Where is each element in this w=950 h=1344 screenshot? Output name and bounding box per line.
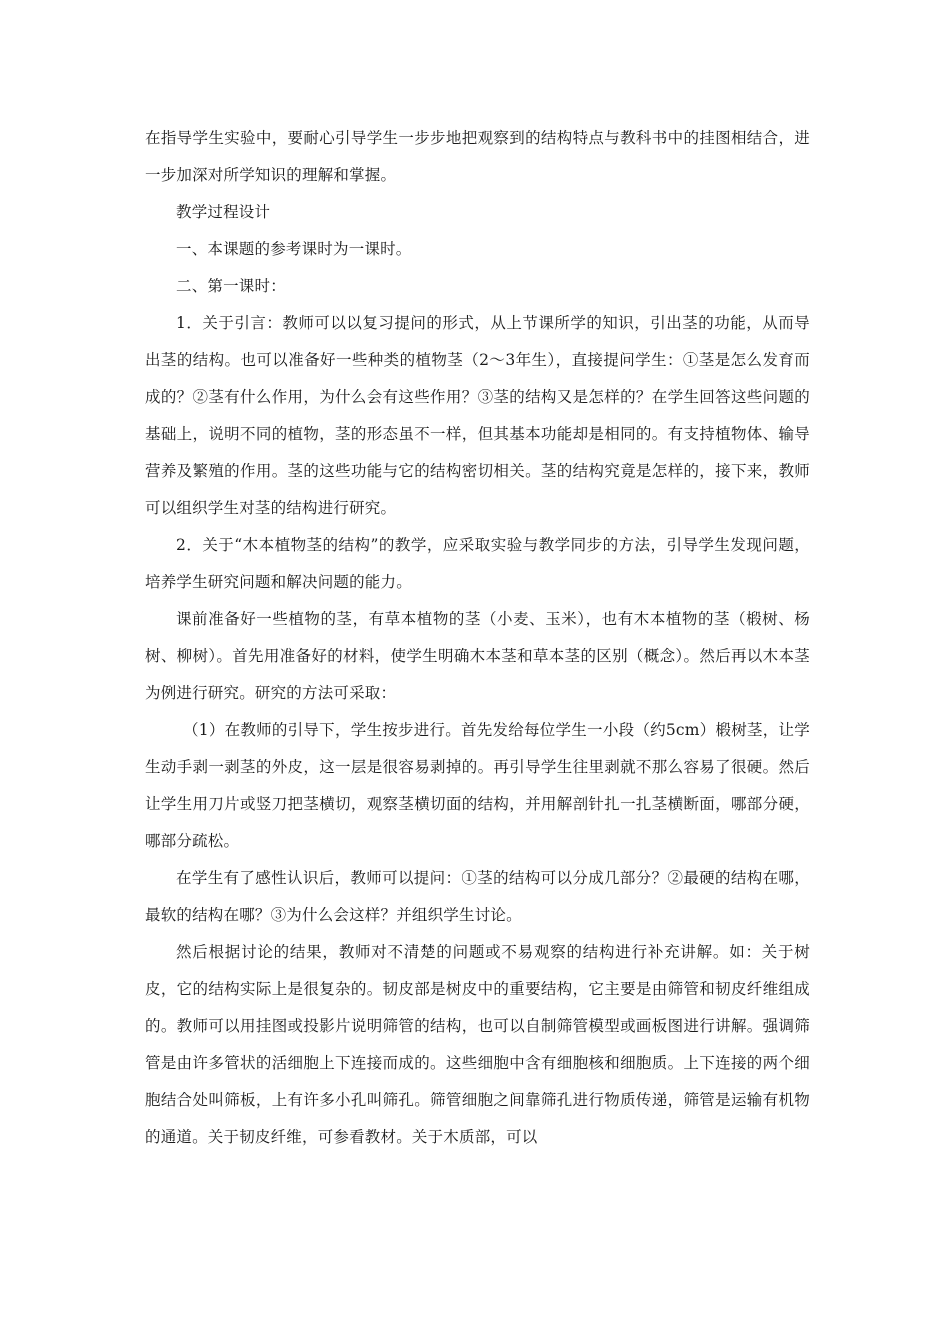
paragraph-questions: 在学生有了感性认识后，教师可以提问：①茎的结构可以分成几部分？②最硬的结构在哪，最软的结构在哪？③为什么会这样？并组织学生讨论。 — [145, 869, 810, 924]
paragraph-first-lesson: 二、第一课时： — [176, 277, 286, 295]
paragraph-step-one: （1）在教师的引导下，学生按步进行。首先发给每位学生一小段（约5cm）椴树茎，让学生动手剥一剥茎的外皮，这一层是很容易剥掉的。再引导学生往里剥就不那么容易了很硬。然后让学生用刀片或竖刀把茎横切，观察茎横切面的结构，并用解剖针扎一扎茎横断面，哪部分硬，哪部分疏松。 — [145, 721, 810, 850]
paragraph-introduction: 1．关于引言：教师可以以复习提问的形式，从上节课所学的知识，引出茎的功能，从而导出茎的结构。也可以准备好一些种类的植物茎（2～3年生），直接提问学生：①茎是怎么发育而成的？②茎有什么作用，为什么会有这些作用？③茎的结构又是怎样的？在学生回答这些问题的基础上，说明不同的植物，茎的形态虽不一样，但其基本功能却是相同的。有支持植物体、输导营养及繁殖的作用。茎的这些功能与它的结构密切相关。茎的结构究竟是怎样的，接下来，教师可以组织学生对茎的结构进行研究。 — [145, 314, 810, 517]
paragraph-intro-continuation: 在指导学生实验中，要耐心引导学生一步步地把观察到的结构特点与教科书中的挂图相结合，进一步加深对所学知识的理解和掌握。 — [145, 129, 810, 184]
paragraph-woody-stem-teaching: 2．关于“木本植物茎的结构”的教学，应采取实验与教学同步的方法，引导学生发现问题，培养学生研究问题和解决问题的能力。 — [145, 536, 810, 591]
paragraph-explanation: 然后根据讨论的结果，教师对不清楚的问题或不易观察的结构进行补充讲解。如：关于树皮，它的结构实际上是很复杂的。韧皮部是树皮中的重要结构，它主要是由筛管和韧皮纤维组成的。教师可以用挂图或投影片说明筛管的结构，也可以自制筛管模型或画板图进行讲解。强调筛管是由许多管状的活细胞上下连接而成的。这些细胞中含有细胞核和细胞质。上下连接的两个细胞结合处叫筛板，上有许多小孔叫筛孔。筛管细胞之间靠筛孔进行物质传递，筛管是运输有机物的通道。关于韧皮纤维，可参看教材。关于木质部，可以 — [145, 943, 810, 1146]
section-heading-teaching-process: 教学过程设计 — [176, 203, 271, 221]
paragraph-preparation: 课前准备好一些植物的茎，有草本植物的茎（小麦、玉米），也有木本植物的茎（椴树、杨树、柳树）。首先用准备好的材料，使学生明确木本茎和草本茎的区别（概念）。然后再以木本茎为例进行研究。研究的方法可采取： — [145, 610, 810, 702]
paragraph-lesson-hours: 一、本课题的参考课时为一课时。 — [176, 240, 412, 258]
document-body — [145, 120, 810, 1156]
